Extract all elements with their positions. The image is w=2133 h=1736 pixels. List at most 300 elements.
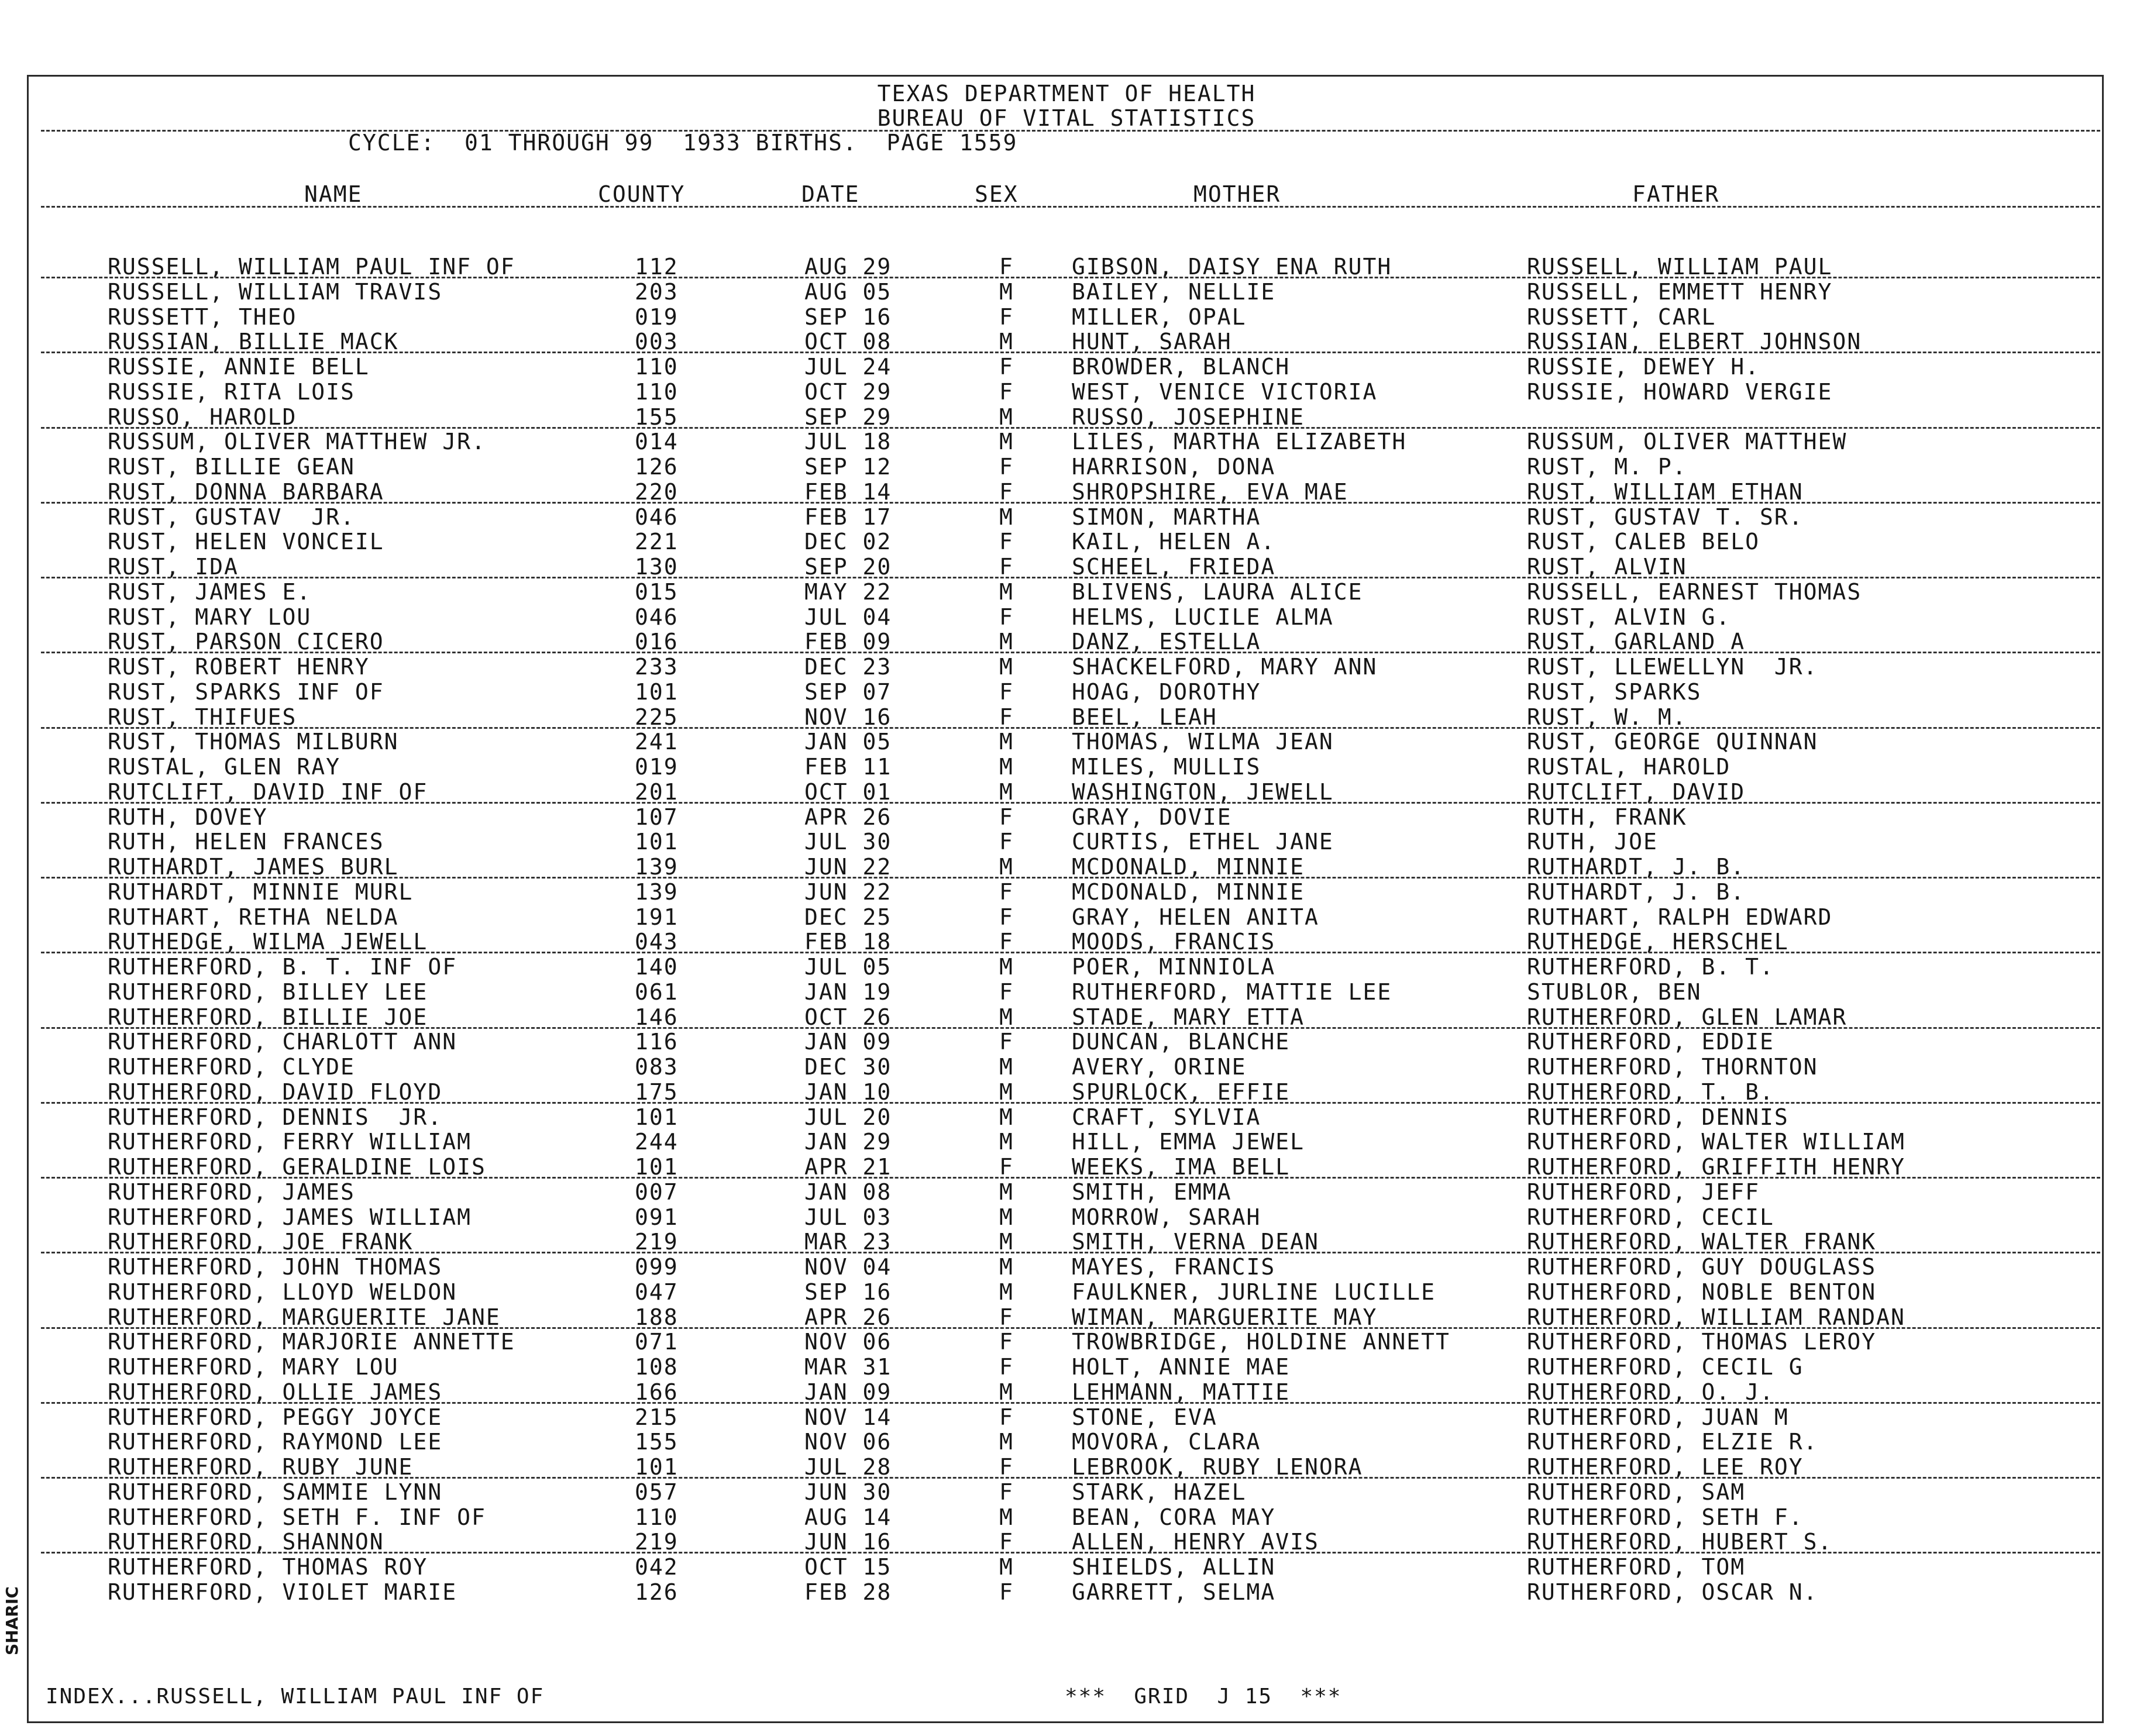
cell-county: 091 [635, 1204, 679, 1230]
cell-name: RUTHERFORD, JOE FRANK [108, 1229, 414, 1255]
cell-father: RUTHERFORD, ELZIE R. [1527, 1429, 1818, 1455]
cell-mother: GIBSON, DAISY ENA RUTH [1072, 254, 1392, 280]
cell-sex: M [999, 1379, 1014, 1405]
row-separator [41, 1177, 2100, 1179]
cell-date: JAN 09 [804, 1029, 892, 1055]
cell-father: RUTHERFORD, SETH F. [1527, 1504, 1804, 1530]
cell-sex: F [999, 1479, 1014, 1505]
cell-county: 146 [635, 1004, 679, 1030]
cell-father: RUSSIE, HOWARD VERGIE [1527, 378, 1833, 405]
row-separator [41, 727, 2100, 729]
cell-mother: STADE, MARY ETTA [1072, 1004, 1305, 1030]
column-header-county: COUNTY [598, 181, 686, 207]
table-row [0, 855, 2133, 880]
table-row [0, 1580, 2133, 1605]
cell-father: RUST, CALEB BELO [1527, 529, 1760, 555]
cell-county: 241 [635, 729, 679, 755]
cell-name: RUTHERFORD, DAVID FLOYD [108, 1079, 443, 1105]
cell-name: RUTHERFORD, MARY LOU [108, 1354, 399, 1380]
table-row [0, 1255, 2133, 1280]
cell-sex: F [999, 378, 1014, 405]
table-row [0, 1480, 2133, 1505]
cell-date: NOV 04 [804, 1254, 892, 1280]
row-separator [41, 1477, 2100, 1479]
cell-mother: RUSSO, JOSEPHINE [1072, 404, 1305, 430]
cell-date: FEB 09 [804, 629, 892, 655]
cell-date: SEP 29 [804, 404, 892, 430]
cell-father: RUSSIE, DEWEY H. [1527, 354, 1760, 380]
cell-county: 099 [635, 1254, 679, 1280]
cell-father: RUSSETT, CARL [1527, 304, 1716, 330]
cell-name: RUTHERFORD, LLOYD WELDON [108, 1279, 457, 1305]
cell-mother: BEAN, CORA MAY [1072, 1504, 1276, 1530]
cell-county: 233 [635, 654, 679, 680]
cell-date: FEB 17 [804, 504, 892, 530]
cell-name: RUTHERFORD, CLYDE [108, 1054, 355, 1080]
cell-sex: M [999, 1054, 1014, 1080]
cell-father: RUTHERFORD, WILLIAM RANDAN [1527, 1304, 1905, 1330]
side-label: SHARIC [2, 1586, 22, 1655]
table-row [0, 1105, 2133, 1130]
cell-sex: M [999, 1504, 1014, 1530]
cell-father: RUST, W. M. [1527, 704, 1687, 730]
cell-date: DEC 02 [804, 529, 892, 555]
cell-name: RUTHERFORD, JAMES WILLIAM [108, 1204, 472, 1230]
cell-county: 101 [635, 1454, 679, 1480]
table-row [0, 1129, 2133, 1155]
cell-mother: DUNCAN, BLANCHE [1072, 1029, 1291, 1055]
cell-mother: MILES, MULLIS [1072, 754, 1261, 780]
cell-name: RUST, MARY LOU [108, 604, 312, 630]
cell-mother: MCDONALD, MINNIE [1072, 879, 1305, 905]
cell-date: AUG 14 [804, 1504, 892, 1530]
cell-sex: M [999, 729, 1014, 755]
cell-father: RUTHERFORD, B. T. [1527, 954, 1774, 980]
row-separator [41, 352, 2100, 353]
cell-mother: BROWDER, BLANCH [1072, 354, 1291, 380]
cell-county: 057 [635, 1479, 679, 1505]
cell-mother: MOODS, FRANCIS [1072, 929, 1276, 955]
cell-county: 101 [635, 678, 679, 705]
cell-date: OCT 08 [804, 329, 892, 355]
agency-title: TEXAS DEPARTMENT OF HEALTH [877, 81, 1256, 106]
cell-name: RUTHARDT, MINNIE MURL [108, 879, 414, 905]
cell-county: 015 [635, 578, 679, 605]
cell-mother: WEST, VENICE VICTORIA [1072, 378, 1378, 405]
cell-name: RUTHERFORD, CHARLOTT ANN [108, 1029, 457, 1055]
cell-mother: AVERY, ORINE [1072, 1054, 1247, 1080]
cell-name: RUSTAL, GLEN RAY [108, 754, 341, 780]
cell-sex: M [999, 1554, 1014, 1580]
table-row [0, 1029, 2133, 1055]
cell-mother: LILES, MARTHA ELIZABETH [1072, 429, 1407, 455]
cell-county: 219 [635, 1229, 679, 1255]
row-separator [41, 802, 2100, 804]
cell-name: RUTHERFORD, RUBY JUNE [108, 1454, 414, 1480]
cell-sex: M [999, 1254, 1014, 1280]
cell-mother: SPURLOCK, EFFIE [1072, 1079, 1291, 1105]
cell-sex: M [999, 404, 1014, 430]
cell-county: 140 [635, 954, 679, 980]
cell-sex: F [999, 678, 1014, 705]
cell-sex: M [999, 954, 1014, 980]
cell-date: JUL 18 [804, 429, 892, 455]
cell-sex: M [999, 1179, 1014, 1205]
table-row [0, 380, 2133, 405]
cell-county: 188 [635, 1304, 679, 1330]
cell-father: RUSSELL, EMMETT HENRY [1527, 278, 1833, 305]
cell-county: 019 [635, 304, 679, 330]
table-row [0, 1405, 2133, 1430]
cell-name: RUST, ROBERT HENRY [108, 654, 370, 680]
cell-father: RUTHERFORD, TOM [1527, 1554, 1746, 1580]
cell-date: FEB 18 [804, 929, 892, 955]
cell-name: RUSSIAN, BILLIE MACK [108, 329, 399, 355]
cell-father: RUSSIAN, ELBERT JOHNSON [1527, 329, 1862, 355]
cell-sex: F [999, 829, 1014, 855]
index-footer: INDEX...RUSSELL, WILLIAM PAUL INF OF [46, 1685, 545, 1709]
row-separator [41, 877, 2100, 879]
table-row [0, 1329, 2133, 1355]
cell-date: NOV 16 [804, 704, 892, 730]
cell-father: RUTHERFORD, THORNTON [1527, 1054, 1818, 1080]
table-row [0, 929, 2133, 955]
cell-sex: F [999, 454, 1014, 480]
cell-name: RUTHERFORD, JAMES [108, 1179, 355, 1205]
cell-name: RUST, IDA [108, 554, 239, 580]
cell-sex: F [999, 1329, 1014, 1355]
cell-date: AUG 29 [804, 254, 892, 280]
cell-father: RUSSELL, WILLIAM PAUL [1527, 254, 1833, 280]
cell-mother: POER, MINNIOLA [1072, 954, 1276, 980]
cell-name: RUST, SPARKS INF OF [108, 678, 384, 705]
cell-sex: F [999, 1404, 1014, 1430]
cell-name: RUST, DONNA BARBARA [108, 478, 384, 505]
table-row [0, 805, 2133, 830]
table-row [0, 1505, 2133, 1530]
cell-name: RUTH, DOVEY [108, 804, 268, 830]
cell-sex: F [999, 879, 1014, 905]
cell-county: 112 [635, 254, 679, 280]
row-separator [41, 502, 2100, 504]
cell-date: JUN 22 [804, 879, 892, 905]
cell-county: 126 [635, 1579, 679, 1605]
cell-sex: F [999, 1029, 1014, 1055]
table-row [0, 629, 2133, 655]
cell-sex: F [999, 904, 1014, 930]
cell-county: 083 [635, 1054, 679, 1080]
table-row [0, 829, 2133, 855]
grid-footer: *** GRID J 15 *** [1065, 1685, 1342, 1709]
cell-county: 110 [635, 354, 679, 380]
cell-date: DEC 30 [804, 1054, 892, 1080]
cell-name: RUST, HELEN VONCEIL [108, 529, 384, 555]
cell-father: RUTHERFORD, DENNIS [1527, 1104, 1789, 1130]
cell-name: RUTHERFORD, PEGGY JOYCE [108, 1404, 443, 1430]
cell-sex: M [999, 1129, 1014, 1155]
table-row [0, 1280, 2133, 1305]
column-header-date: DATE [801, 181, 860, 207]
row-separator [41, 1102, 2100, 1104]
cell-sex: F [999, 304, 1014, 330]
cell-date: JUN 22 [804, 854, 892, 880]
cell-date: JUL 28 [804, 1454, 892, 1480]
row-separator [41, 427, 2100, 429]
cell-county: 225 [635, 704, 679, 730]
cell-date: JAN 19 [804, 979, 892, 1005]
cell-county: 155 [635, 404, 679, 430]
cell-mother: WIMAN, MARGUERITE MAY [1072, 1304, 1378, 1330]
cell-name: RUSSUM, OLIVER MATTHEW JR. [108, 429, 486, 455]
table-row [0, 905, 2133, 930]
cell-date: SEP 07 [804, 678, 892, 705]
table-row [0, 1430, 2133, 1455]
cell-county: 047 [635, 1279, 679, 1305]
cell-mother: WEEKS, IMA BELL [1072, 1154, 1291, 1180]
cell-date: JAN 29 [804, 1129, 892, 1155]
row-separator [41, 652, 2100, 653]
table-row [0, 529, 2133, 554]
cell-sex: M [999, 654, 1014, 680]
cell-name: RUTHERFORD, RAYMOND LEE [108, 1429, 443, 1455]
cell-date: SEP 16 [804, 304, 892, 330]
cell-father: RUTHERFORD, HUBERT S. [1527, 1529, 1833, 1555]
cell-date: MAR 23 [804, 1229, 892, 1255]
cell-father: RUTHERFORD, CECIL [1527, 1204, 1774, 1230]
cell-date: AUG 05 [804, 278, 892, 305]
table-row [0, 655, 2133, 680]
cell-date: JUL 20 [804, 1104, 892, 1130]
cell-county: 215 [635, 1404, 679, 1430]
cell-date: JUL 04 [804, 604, 892, 630]
cell-father: RUTHERFORD, NOBLE BENTON [1527, 1279, 1877, 1305]
cell-county: 046 [635, 604, 679, 630]
cell-date: JUN 16 [804, 1529, 892, 1555]
cell-name: RUTHERFORD, SAMMIE LYNN [108, 1479, 443, 1505]
cell-mother: MILLER, OPAL [1072, 304, 1247, 330]
table-row [0, 1155, 2133, 1180]
row-separator [41, 1252, 2100, 1253]
table-row [0, 1305, 2133, 1330]
cell-sex: M [999, 854, 1014, 880]
cell-county: 019 [635, 754, 679, 780]
table-row [0, 1005, 2133, 1030]
cell-mother: HILL, EMMA JEWEL [1072, 1129, 1305, 1155]
cell-mother: GRAY, DOVIE [1072, 804, 1232, 830]
cell-county: 166 [635, 1379, 679, 1405]
cell-name: RUTHEDGE, WILMA JEWELL [108, 929, 428, 955]
cell-father: RUST, WILLIAM ETHAN [1527, 478, 1804, 505]
cell-father: RUTHERFORD, THOMAS LEROY [1527, 1329, 1877, 1355]
cell-county: 016 [635, 629, 679, 655]
cell-county: 042 [635, 1554, 679, 1580]
cell-mother: HOLT, ANNIE MAE [1072, 1354, 1291, 1380]
cell-date: OCT 15 [804, 1554, 892, 1580]
table-row [0, 705, 2133, 730]
cell-name: RUTHERFORD, FERRY WILLIAM [108, 1129, 472, 1155]
cell-name: RUTHERFORD, SHANNON [108, 1529, 384, 1555]
table-row [0, 505, 2133, 530]
cell-sex: M [999, 1004, 1014, 1030]
cell-date: JAN 08 [804, 1179, 892, 1205]
cell-mother: GARRETT, SELMA [1072, 1579, 1276, 1605]
cell-date: FEB 28 [804, 1579, 892, 1605]
cell-date: APR 26 [804, 804, 892, 830]
cell-mother: DANZ, ESTELLA [1072, 629, 1261, 655]
table-row [0, 454, 2133, 480]
cell-sex: F [999, 604, 1014, 630]
cell-mother: HUNT, SARAH [1072, 329, 1232, 355]
cell-sex: F [999, 929, 1014, 955]
cell-county: 244 [635, 1129, 679, 1155]
cell-father: RUSTAL, HAROLD [1527, 754, 1731, 780]
cell-county: 130 [635, 554, 679, 580]
cell-father: RUTHERFORD, CECIL G [1527, 1354, 1804, 1380]
cell-father: RUTCLIFT, DAVID [1527, 779, 1746, 805]
cell-name: RUTCLIFT, DAVID INF OF [108, 779, 428, 805]
column-header-mother: MOTHER [1193, 181, 1281, 207]
cell-date: NOV 06 [804, 1329, 892, 1355]
cell-county: 003 [635, 329, 679, 355]
cell-county: 101 [635, 1104, 679, 1130]
table-row [0, 580, 2133, 605]
cell-date: NOV 06 [804, 1429, 892, 1455]
cell-name: RUTHERFORD, OLLIE JAMES [108, 1379, 443, 1405]
cell-date: OCT 26 [804, 1004, 892, 1030]
cell-sex: F [999, 1454, 1014, 1480]
table-row [0, 329, 2133, 354]
cell-mother: KAIL, HELEN A. [1072, 529, 1276, 555]
cell-mother: MAYES, FRANCIS [1072, 1254, 1276, 1280]
cell-sex: F [999, 1579, 1014, 1605]
cell-mother: SCHEEL, FRIEDA [1072, 554, 1276, 580]
cell-sex: M [999, 504, 1014, 530]
cell-father: RUTH, JOE [1527, 829, 1658, 855]
cell-county: 110 [635, 378, 679, 405]
cell-date: OCT 01 [804, 779, 892, 805]
row-separator [41, 1327, 2100, 1329]
cell-sex: M [999, 429, 1014, 455]
cell-name: RUST, THIFUES [108, 704, 297, 730]
cell-name: RUST, JAMES E. [108, 578, 312, 605]
cell-mother: RUTHERFORD, MATTIE LEE [1072, 979, 1392, 1005]
cell-mother: SIMON, MARTHA [1072, 504, 1261, 530]
cell-name: RUTHERFORD, VIOLET MARIE [108, 1579, 457, 1605]
cell-mother: BLIVENS, LAURA ALICE [1072, 578, 1363, 605]
cell-father: RUTHERFORD, WALTER WILLIAM [1527, 1129, 1905, 1155]
cell-sex: F [999, 1304, 1014, 1330]
cell-sex: M [999, 278, 1014, 305]
cell-name: RUSSO, HAROLD [108, 404, 297, 430]
cell-mother: MORROW, SARAH [1072, 1204, 1261, 1230]
cell-county: 108 [635, 1354, 679, 1380]
column-header-name: NAME [304, 181, 363, 207]
cell-father: RUTHERFORD, GRIFFITH HENRY [1527, 1154, 1905, 1180]
cell-name: RUTHERFORD, THOMAS ROY [108, 1554, 428, 1580]
cell-name: RUSSETT, THEO [108, 304, 297, 330]
cell-county: 107 [635, 804, 679, 830]
table-row [0, 280, 2133, 305]
cell-mother: STONE, EVA [1072, 1404, 1217, 1430]
cell-father: RUTH, FRANK [1527, 804, 1687, 830]
cell-sex: M [999, 1104, 1014, 1130]
cell-date: APR 26 [804, 1304, 892, 1330]
cell-county: 155 [635, 1429, 679, 1455]
cell-name: RUTHERFORD, JOHN THOMAS [108, 1254, 443, 1280]
cell-name: RUSSELL, WILLIAM PAUL INF OF [108, 254, 515, 280]
cell-name: RUST, THOMAS MILBURN [108, 729, 399, 755]
bureau-title: BUREAU OF VITAL STATISTICS [877, 105, 1256, 131]
row-separator [41, 277, 2100, 278]
cell-county: 101 [635, 829, 679, 855]
cell-county: 110 [635, 1504, 679, 1530]
cell-date: JAN 09 [804, 1379, 892, 1405]
cell-name: RUTH, HELEN FRANCES [108, 829, 384, 855]
cycle-line: CYCLE: 01 THROUGH 99 1933 BIRTHS. PAGE 1559 [348, 130, 1018, 156]
cell-name: RUST, PARSON CICERO [108, 629, 384, 655]
cell-name: RUTHERFORD, GERALDINE LOIS [108, 1154, 486, 1180]
cell-father: RUTHARDT, J. B. [1527, 879, 1746, 905]
cell-father: STUBLOR, BEN [1527, 979, 1702, 1005]
cell-mother: BAILEY, NELLIE [1072, 278, 1276, 305]
cell-name: RUTHERFORD, BILLIE JOE [108, 1004, 428, 1030]
cell-county: 046 [635, 504, 679, 530]
cell-father: RUTHERFORD, JEFF [1527, 1179, 1760, 1205]
cell-mother: HOAG, DOROTHY [1072, 678, 1261, 705]
cell-sex: M [999, 1229, 1014, 1255]
cell-sex: F [999, 1354, 1014, 1380]
cell-mother: SMITH, EMMA [1072, 1179, 1232, 1205]
cell-county: 126 [635, 454, 679, 480]
cell-mother: SMITH, VERNA DEAN [1072, 1229, 1319, 1255]
cell-father: RUTHERFORD, T. B. [1527, 1079, 1774, 1105]
cell-name: RUTHERFORD, MARGUERITE JANE [108, 1304, 501, 1330]
table-row [0, 1555, 2133, 1580]
table-row [0, 354, 2133, 380]
cell-sex: M [999, 1079, 1014, 1105]
table-row [0, 480, 2133, 505]
row-separator [41, 1027, 2100, 1029]
cell-father: RUTHERFORD, JUAN M [1527, 1404, 1789, 1430]
table-row [0, 1055, 2133, 1080]
table-row [0, 880, 2133, 905]
cell-county: 175 [635, 1079, 679, 1105]
table-row [0, 554, 2133, 580]
table-row [0, 980, 2133, 1005]
cell-county: 139 [635, 879, 679, 905]
cell-sex: F [999, 478, 1014, 505]
cell-county: 101 [635, 1154, 679, 1180]
cell-county: 116 [635, 1029, 679, 1055]
cell-sex: F [999, 354, 1014, 380]
cell-name: RUTHART, RETHA NELDA [108, 904, 399, 930]
cell-father: RUTHERFORD, WALTER FRANK [1527, 1229, 1877, 1255]
cell-mother: STARK, HAZEL [1072, 1479, 1247, 1505]
cell-father: RUTHERFORD, EDDIE [1527, 1029, 1774, 1055]
cell-mother: FAULKNER, JURLINE LUCILLE [1072, 1279, 1436, 1305]
cell-mother: LEBROOK, RUBY LENORA [1072, 1454, 1363, 1480]
row-separator [41, 1402, 2100, 1404]
cell-name: RUTHARDT, JAMES BURL [108, 854, 399, 880]
table-row [0, 429, 2133, 454]
cell-date: SEP 20 [804, 554, 892, 580]
cell-mother: MCDONALD, MINNIE [1072, 854, 1305, 880]
table-row [0, 605, 2133, 630]
cell-name: RUSSIE, RITA LOIS [108, 378, 355, 405]
cell-name: RUTHERFORD, DENNIS JR. [108, 1104, 443, 1130]
cell-father: RUST, M. P. [1527, 454, 1687, 480]
cell-date: JUL 30 [804, 829, 892, 855]
